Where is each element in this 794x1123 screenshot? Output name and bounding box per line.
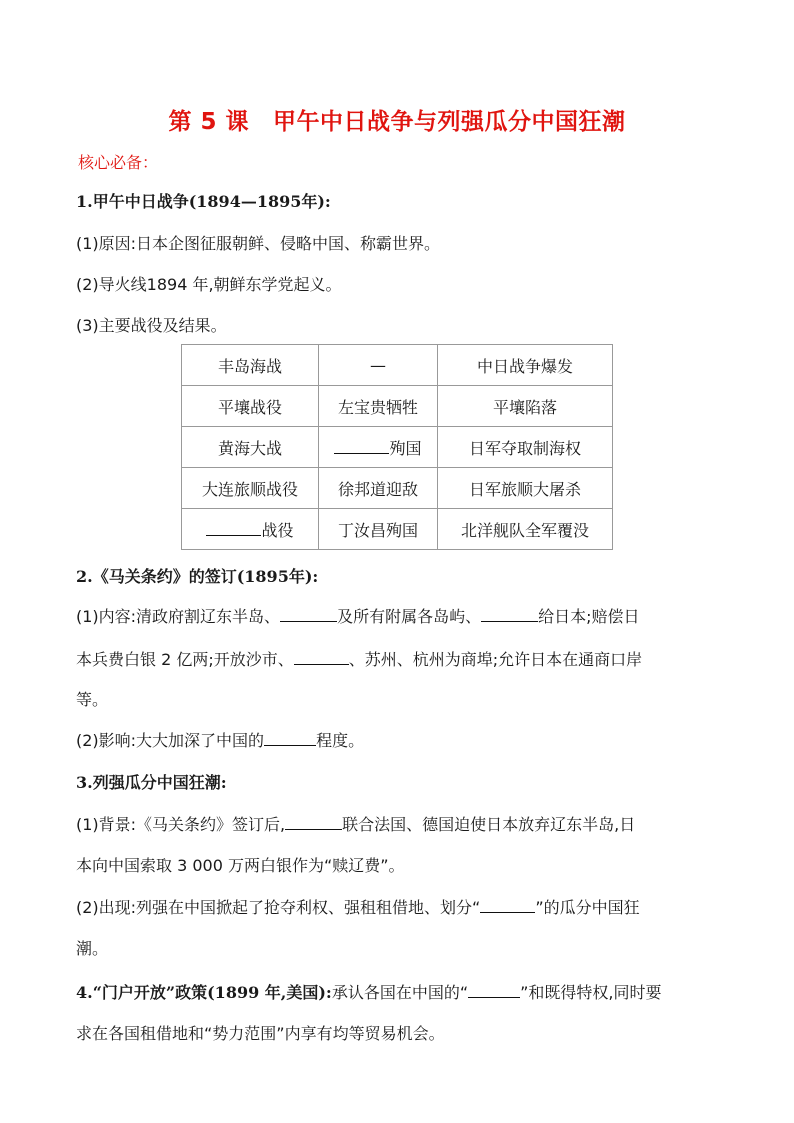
- text-run: (2)影响:大大加深了中国的: [76, 731, 265, 750]
- section-3-background-line-1: [76, 815, 635, 835]
- table-row: [182, 468, 613, 509]
- text-run: (2)出现:列强在中国掀起了抢夺利权、强租租借地、划分“: [76, 898, 481, 917]
- table-row: [182, 509, 613, 550]
- table-cell: 北洋舰队全军覆没: [438, 509, 613, 550]
- section-2-content-line-3: 等。: [76, 690, 109, 709]
- section-1-battles-intro: (3)主要战役及结果。: [76, 316, 227, 335]
- table-cell: 平壤战役: [182, 386, 319, 427]
- text-run: (1)内容:清政府割辽东半岛、: [76, 607, 281, 626]
- text-run: 程度。: [316, 731, 365, 750]
- table-cell: —: [319, 345, 438, 386]
- text-run: 联合法国、德国迫使日本放弃辽东半岛,日: [342, 815, 636, 834]
- fill-blank[interactable]: [285, 815, 342, 830]
- section-3-background-line-2: 本向中国索取 3 000 万两白银作为“赎辽费”。: [76, 856, 405, 875]
- table-cell: 大连旅顺战役: [182, 468, 319, 509]
- table-row: [182, 345, 613, 386]
- cell-suffix: 战役: [261, 520, 294, 540]
- section-2-heading-title: 2.《马关条约》的签订: [76, 567, 237, 586]
- table-cell: 徐邦道迎敌: [319, 468, 438, 509]
- text-run: 、苏州、杭州为商埠;允许日本在通商口岸: [348, 650, 643, 669]
- table-cell: 丰岛海战: [182, 345, 319, 386]
- lesson-topic: 甲午中日战争与列强瓜分中国狂潮: [273, 109, 626, 135]
- table-cell: 丁汝昌殉国: [319, 509, 438, 550]
- text-run: 及所有附属各岛屿、: [337, 607, 482, 626]
- text-run: 承认各国在中国的“: [331, 983, 469, 1002]
- cell-suffix: 殉国: [389, 438, 422, 458]
- table-cell: 黄海大战: [182, 427, 319, 468]
- fill-blank[interactable]: [468, 983, 520, 998]
- table-row: [182, 386, 613, 427]
- section-3-heading-title: 3.列强瓜分中国狂潮:: [76, 773, 227, 792]
- section-2-heading: [76, 567, 318, 587]
- section-3-appearance-line-2: 潮。: [76, 939, 109, 958]
- fill-blank[interactable]: [334, 439, 389, 454]
- fill-blank[interactable]: [481, 607, 538, 622]
- fill-blank[interactable]: [264, 731, 316, 746]
- text-run: ”的瓜分中国狂: [535, 898, 640, 917]
- text-run: 给日本;赔偿日: [538, 607, 640, 626]
- fill-blank[interactable]: [280, 607, 337, 622]
- section-1-heading-title: 1.甲午中日战争: [76, 192, 189, 211]
- section-1-heading: [76, 192, 331, 212]
- section-2-impact: [76, 731, 364, 751]
- section-2-content-line-1: [76, 607, 639, 627]
- table-cell: 中日战争爆发: [438, 345, 613, 386]
- section-4-heading: 4.“门户开放”政策(1899 年,美国):: [76, 983, 332, 1002]
- table-cell: 左宝贵牺牲: [319, 386, 438, 427]
- section-1-heading-dates: (1894—1895年):: [188, 192, 331, 211]
- section-4-line-1: [76, 983, 662, 1003]
- section-3-heading: [76, 773, 227, 793]
- lesson-number: 第 5 课: [168, 109, 250, 135]
- table-cell: 日军旅顺大屠杀: [438, 468, 613, 509]
- battles-table: [181, 344, 613, 550]
- fill-blank[interactable]: [480, 898, 535, 913]
- section-2-heading-date: (1895年):: [236, 567, 319, 586]
- core-label: 核心必备：: [78, 153, 159, 172]
- section-3-appearance-line-1: [76, 898, 640, 918]
- section-2-content-line-2: [76, 650, 642, 670]
- lesson-title: [0, 103, 794, 136]
- fill-blank[interactable]: [294, 650, 349, 665]
- section-1-cause: (1)原因:日本企图征服朝鲜、侵略中国、称霸世界。: [76, 234, 441, 253]
- table-cell-fill-blank: [182, 509, 319, 550]
- text-run: ”和既得特权,同时要: [520, 983, 662, 1002]
- table-cell-fill-blank: [319, 427, 438, 468]
- table-row: [182, 427, 613, 468]
- section-1-trigger: (2)导火线1894 年,朝鲜东学党起义。: [76, 275, 342, 294]
- fill-blank[interactable]: [206, 521, 261, 536]
- text-run: 本兵费白银 2 亿两;开放沙市、: [76, 650, 294, 669]
- table-cell: 日军夺取制海权: [438, 427, 613, 468]
- section-4-line-2: 求在各国租借地和“势力范围”内享有均等贸易机会。: [76, 1024, 445, 1043]
- text-run: (1)背景:《马关条约》签订后,: [76, 815, 286, 834]
- table-cell: 平壤陷落: [438, 386, 613, 427]
